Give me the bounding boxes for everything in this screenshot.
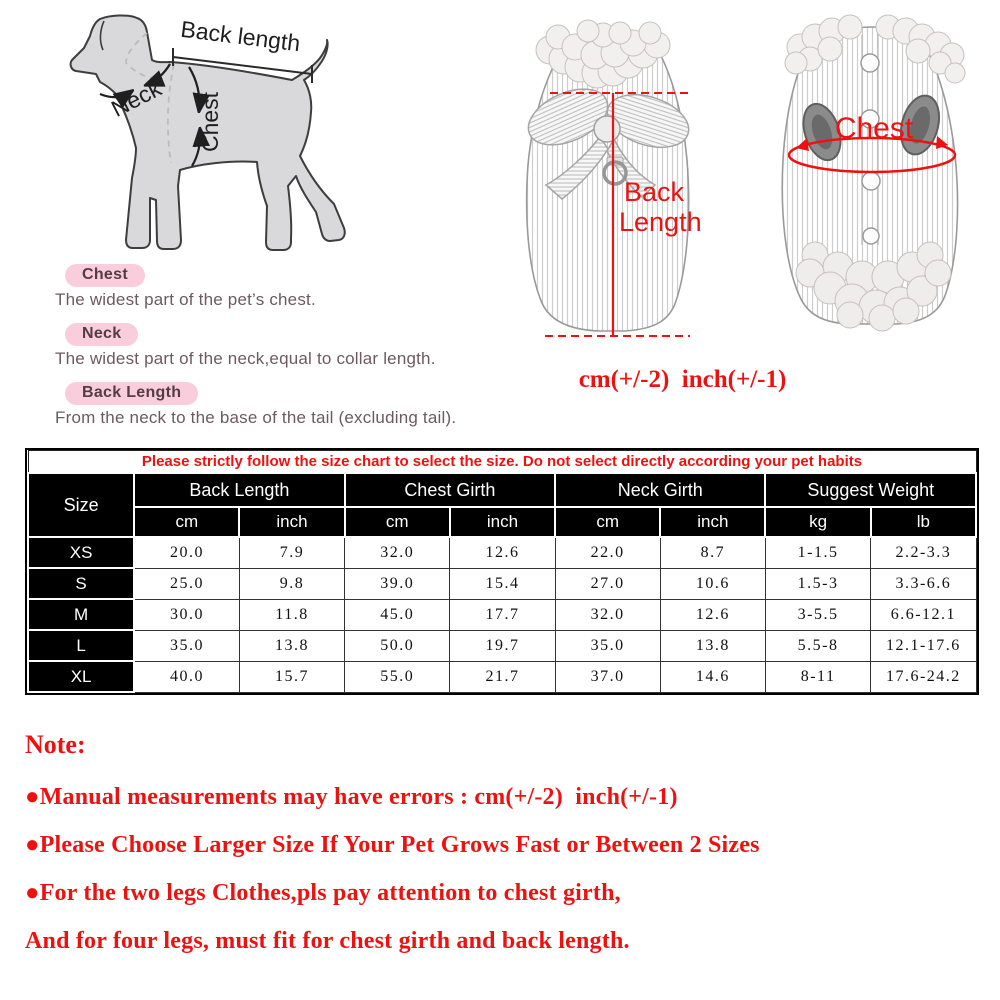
definition-neck <box>55 323 500 369</box>
unit-header: cm <box>555 507 660 537</box>
table-cell: 32.0 <box>345 537 450 568</box>
table-cell: 39.0 <box>345 568 450 599</box>
vest-measurement-illustration <box>500 5 990 350</box>
vest-length-label: Length <box>619 207 702 237</box>
back-length-term-pill: Back Length <box>65 382 198 405</box>
table-cell: 21.7 <box>450 661 555 692</box>
col-group-suggest-weight: Suggest Weight <box>765 473 976 507</box>
table-cell: 32.0 <box>555 599 660 630</box>
unit-header: kg <box>765 507 870 537</box>
back-length-definition-text: From the neck to the base of the tail (excluding tail). <box>55 408 457 427</box>
vest-chest-label: Chest <box>834 112 914 145</box>
table-caption: Please strictly follow the size chart to select the size. Do not select directly according your pet habits <box>28 451 976 474</box>
notes-section <box>25 730 985 976</box>
table-cell: 8-11 <box>765 661 870 692</box>
button-icon <box>863 228 879 244</box>
back-length-label: Back length <box>179 15 302 57</box>
table-cell: 1-1.5 <box>765 537 870 568</box>
note-line: And for four legs, must fit for chest girth and back length. <box>25 928 630 954</box>
unit-header: inch <box>660 507 765 537</box>
table-cell: 55.0 <box>345 661 450 692</box>
table-cell: 13.8 <box>660 630 765 661</box>
table-cell: 12.1-17.6 <box>871 630 976 661</box>
dog-measurement-diagram <box>40 0 440 270</box>
table-row-xs <box>28 537 976 568</box>
size-cell: M <box>28 599 134 630</box>
table-cell: 17.6-24.2 <box>871 661 976 692</box>
table-cell: 20.0 <box>134 537 239 568</box>
table-cell: 5.5-8 <box>765 630 870 661</box>
table-cell: 22.0 <box>555 537 660 568</box>
vest-back-label: Back <box>624 177 685 207</box>
table-cell: 7.9 <box>239 537 344 568</box>
neck-label: Neck <box>106 74 166 122</box>
size-cell: S <box>28 568 134 599</box>
table-cell: 15.7 <box>239 661 344 692</box>
note-line: ●Please Choose Larger Size If Your Pet Grows Fast or Between 2 Sizes <box>25 832 760 858</box>
unit-header: cm <box>345 507 450 537</box>
table-row-m <box>28 599 976 630</box>
table-cell: 10.6 <box>660 568 765 599</box>
table-cell: 15.4 <box>450 568 555 599</box>
table-cell: 8.7 <box>660 537 765 568</box>
table-cell: 17.7 <box>450 599 555 630</box>
table-cell: 35.0 <box>555 630 660 661</box>
neck-term-pill: Neck <box>65 323 138 346</box>
table-cell: 6.6-12.1 <box>871 599 976 630</box>
tolerance-note: cm(+/-2) inch(+/-1) <box>578 366 787 393</box>
notes-title: Note: <box>25 730 86 759</box>
table-cell: 12.6 <box>450 537 555 568</box>
unit-header: lb <box>871 507 976 537</box>
definition-back-length <box>55 382 500 428</box>
table-cell: 30.0 <box>134 599 239 630</box>
table-cell: 40.0 <box>134 661 239 692</box>
table-cell: 3-5.5 <box>765 599 870 630</box>
table-cell: 3.3-6.6 <box>871 568 976 599</box>
table-row-xl <box>28 661 976 692</box>
unit-header: cm <box>134 507 239 537</box>
size-cell: L <box>28 630 134 661</box>
size-cell: XS <box>28 537 134 568</box>
table-cell: 19.7 <box>450 630 555 661</box>
table-cell: 12.6 <box>660 599 765 630</box>
table-cell: 13.8 <box>239 630 344 661</box>
vest-front-view <box>782 15 965 331</box>
table-cell: 2.2-3.3 <box>871 537 976 568</box>
col-group-neck-girth: Neck Girth <box>555 473 765 507</box>
table-cell: 45.0 <box>345 599 450 630</box>
size-chart <box>25 448 979 695</box>
chest-definition-text: The widest part of the pet’s chest. <box>55 290 316 309</box>
table-cell: 35.0 <box>134 630 239 661</box>
table-cell: 37.0 <box>555 661 660 692</box>
vest-back-view <box>520 20 702 336</box>
chest-term-pill: Chest <box>65 264 145 287</box>
neck-definition-text: The widest part of the neck,equal to collar length. <box>55 349 436 368</box>
col-group-chest-girth: Chest Girth <box>345 473 555 507</box>
table-row-s <box>28 568 976 599</box>
col-group-back-length: Back Length <box>134 473 344 507</box>
button-icon <box>862 172 880 190</box>
chest-label: Chest <box>197 91 223 153</box>
unit-header: inch <box>450 507 555 537</box>
table-row-l <box>28 630 976 661</box>
table-cell: 27.0 <box>555 568 660 599</box>
button-icon <box>861 54 879 72</box>
size-chart-table <box>27 450 977 693</box>
table-cell: 1.5-3 <box>765 568 870 599</box>
col-header-size: Size <box>28 473 134 537</box>
size-cell: XL <box>28 661 134 692</box>
note-line: ●Manual measurements may have errors : cm(+/-2) inch(+/-1) <box>25 784 678 810</box>
table-cell: 50.0 <box>345 630 450 661</box>
unit-header: inch <box>239 507 344 537</box>
definition-chest <box>55 264 500 310</box>
table-cell: 14.6 <box>660 661 765 692</box>
table-cell: 25.0 <box>134 568 239 599</box>
measurement-definitions <box>55 264 500 441</box>
note-line: ●For the two legs Clothes,pls pay attention to chest girth, <box>25 880 621 906</box>
table-cell: 9.8 <box>239 568 344 599</box>
table-cell: 11.8 <box>239 599 344 630</box>
